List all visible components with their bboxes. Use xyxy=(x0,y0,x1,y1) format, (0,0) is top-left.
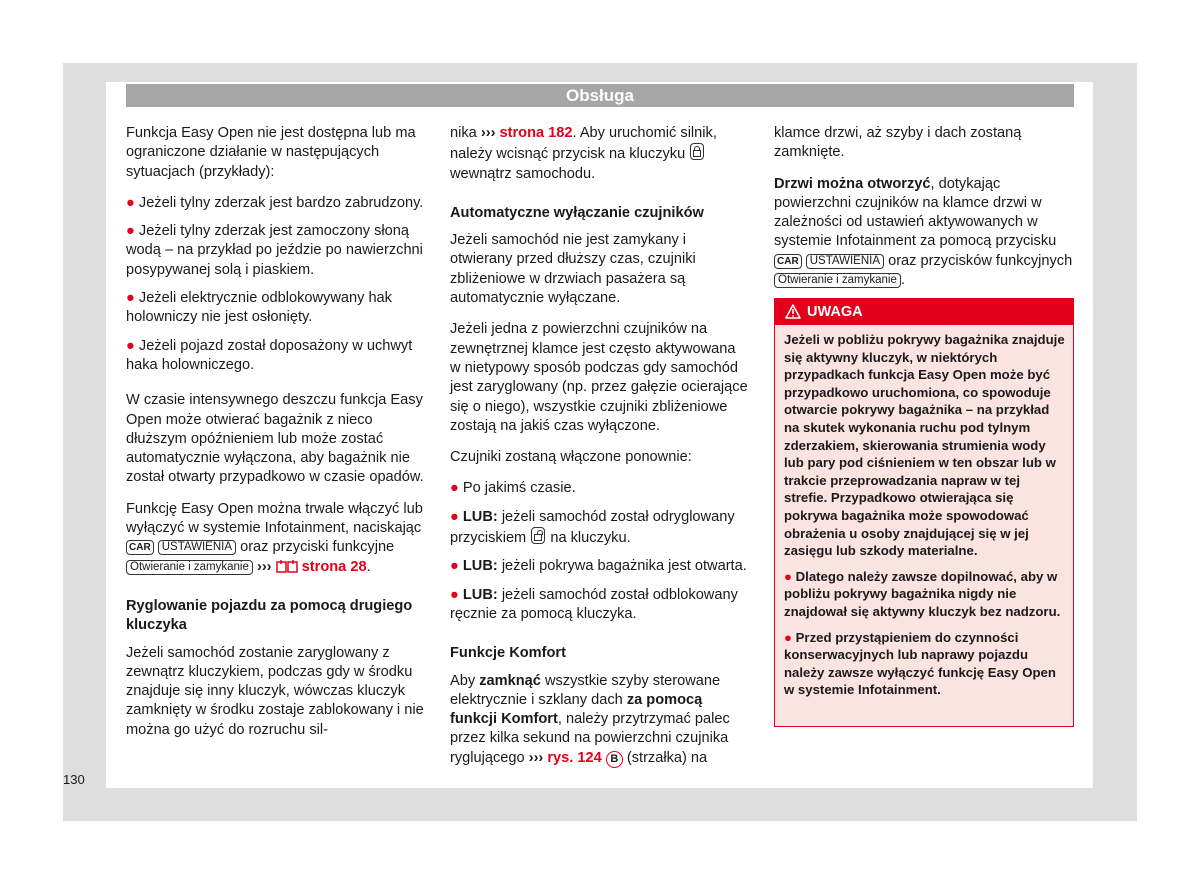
sensors-paragraph-1: Jeżeli samochód nie jest zamykany i otwierany przed dłuższy czas, czujniki zbliżeniowe w drzwiach pasażera są automatycznie wyłączane. xyxy=(450,232,696,307)
bullet-icon: ● xyxy=(450,508,459,525)
column-2 xyxy=(450,124,748,780)
bullet-icon: ● xyxy=(784,629,792,645)
start-paragraph: nika ››› strona 182. Aby uruchomić silnik, należy wcisnąć przycisk na kluczyku wewnątrz samochodu. xyxy=(450,125,717,182)
bullet-icon: ● xyxy=(126,223,135,240)
key-lock-button-icon xyxy=(690,143,704,160)
bullet-icon: ● xyxy=(450,558,459,575)
bullet-icon: ● xyxy=(450,480,459,497)
warning-triangle-icon xyxy=(785,304,801,319)
warning-paragraph: Jeżeli w pobliżu pokrywy bagażnika znajduje się aktywny kluczyk, w niektórych przypadkach funkcja Easy Open może być przypadkowo uruchomiona, co spowoduje otwarcie pokrywy bagażnika – na przykład na skutek wykonania ruchu pod tylnym zderzakiem, skierowania strumienia wody lub pary pod ciśnieniem w ten obszar lub w trakcie przeprowadzania napraw w tej strefie. Przypadkowo otwierająca się pokrywa bagażnika może spowodować obrażenia u osoby znajdującej się w jej zasięgu lub szkody materialne. xyxy=(784,332,1065,559)
section-heading: Automatyczne wyłączanie czujników xyxy=(450,204,704,221)
list-item: ● LUB: jeżeli samochód został odblokowany ręcznie za pomocą kluczyka. xyxy=(450,586,738,622)
comfort-paragraph: Aby zamknąć wszystkie szyby sterowane elektrycznie i szklany dach za pomocą funkcji Komfort, należy przytrzymać palec przez kilka sekund na powierzchni czujnika ryglującego ››› rys. 124 B (strzałka) na xyxy=(450,672,730,766)
list-item: ● Jeżeli tylny zderzak jest zamoczony słoną wodą – na przykład po jeździe po nawierzchni posypywanej solą i piaskiem. xyxy=(126,223,423,278)
intro-paragraph: Funkcja Easy Open nie jest dostępna lub ma ograniczone działanie w następujących sytuacjach (przykłady): xyxy=(126,125,416,180)
column-3 xyxy=(774,124,1074,302)
column-1 xyxy=(126,124,424,752)
sensors-paragraph-3: Czujniki zostaną włączone ponownie: xyxy=(450,449,692,466)
settings-key: USTAWIENIA xyxy=(158,540,236,555)
list-item: ● Dlatego należy zawsze dopilnować, aby w pobliżu pokrywy bagażnika nigdy nie znajdował się aktywny kluczyk bez nadzoru. xyxy=(784,568,1061,619)
key-unlock-button-icon xyxy=(531,527,545,544)
car-key-icon: CAR xyxy=(126,540,154,555)
figure-reference-link[interactable]: rys. 124 xyxy=(547,749,602,766)
settings-key: USTAWIENIA xyxy=(806,254,884,269)
warning-body xyxy=(775,325,1073,699)
bullet-icon: ● xyxy=(126,337,135,354)
section-heading: Ryglowanie pojazdu za pomocą drugiego kluczyka xyxy=(126,597,413,634)
open-paragraph: Drzwi można otworzyć, dotykając powierzchni czujników na klamce drzwi w zależności od ustawień aktywowanych w systemie Infotainment za pomocą przycisku CAR USTAWIENIA oraz przycisków funkcyjnych Otwieranie i zamykanie . xyxy=(774,175,1073,289)
list-item: ● LUB: jeżeli pokrywa bagażnika jest otwarta. xyxy=(450,558,747,575)
function-key: Otwieranie i zamykanie xyxy=(126,560,253,575)
section-header: Obsługa xyxy=(126,84,1074,107)
second-key-paragraph: Jeżeli samochód zostanie zaryglowany z zewnątrz kluczykiem, podczas gdy w środku znajduje się inny kluczyk, wówczas kluczyk zamknięty w środku zostaje zablokowany i nie można go użyć do rozruchu sil- xyxy=(126,644,424,738)
bullet-icon: ● xyxy=(126,290,135,307)
page-number: 130 xyxy=(63,772,85,787)
bullet-icon: ● xyxy=(126,194,135,211)
list-item: ● Jeżeli elektrycznie odblokowywany hak holowniczy nie jest osłonięty. xyxy=(126,290,392,326)
function-key: Otwieranie i zamykanie xyxy=(774,273,901,288)
continuation-paragraph: klamce drzwi, aż szyby i dach zostaną zamknięte. xyxy=(774,125,1022,161)
sensors-paragraph-2: Jeżeli jedna z powierzchni czujników na zewnętrznej klamce jest często aktywowana w nietypowy sposób podczas gdy samochód jest zaryglowany (np. przez gałęzie ocierające się o niego), wszystkie czujniki zbliżeniowe zostają na jakiś czas wyłączone. xyxy=(450,321,748,434)
bullet-icon: ● xyxy=(784,568,792,584)
section-heading: Funkcje Komfort xyxy=(450,645,566,662)
list-item: ● Jeżeli pojazd został doposażony w uchwyt haka holowniczego. xyxy=(126,337,413,373)
list-item: ● Przed przystąpieniem do czynności konserwacyjnych lub naprawy pojazdu należy zawsze wyłączyć funkcję Easy Open w systemie Infotainment. xyxy=(784,629,1056,698)
disable-paragraph: Funkcję Easy Open można trwale włączyć lub wyłączyć w systemie Infotainment, naciskając CAR USTAWIENIA oraz przyciski funkcyjne Otwieranie i zamykanie ››› strona 28. xyxy=(126,500,423,575)
bullet-icon: ● xyxy=(450,586,459,603)
page-reference-link[interactable]: strona 182 xyxy=(499,125,573,141)
warning-title: UWAGA xyxy=(807,304,863,320)
warning-box xyxy=(774,298,1074,727)
figure-callout-b: B xyxy=(606,751,623,768)
car-key-icon: CAR xyxy=(774,254,802,269)
list-item: ● Jeżeli tylny zderzak jest bardzo zabrudzony. xyxy=(126,194,424,211)
page-reference-link[interactable]: strona 28 xyxy=(301,558,367,575)
rain-paragraph: W czasie intensywnego deszczu funkcja Easy Open może otwierać bagażnik z nieco dłuższym opóźnieniem lub może zostać automatycznie wyłączona, aby bagażnik nie został otwarty przypadkowo w czasie opadów. xyxy=(126,392,424,486)
list-item: ● LUB: jeżeli samochód został odryglowany przyciskiem na kluczyku. xyxy=(450,508,735,547)
warning-header xyxy=(775,299,1073,325)
list-item: ● Po jakimś czasie. xyxy=(450,480,576,497)
book-reference-icon xyxy=(276,559,298,573)
